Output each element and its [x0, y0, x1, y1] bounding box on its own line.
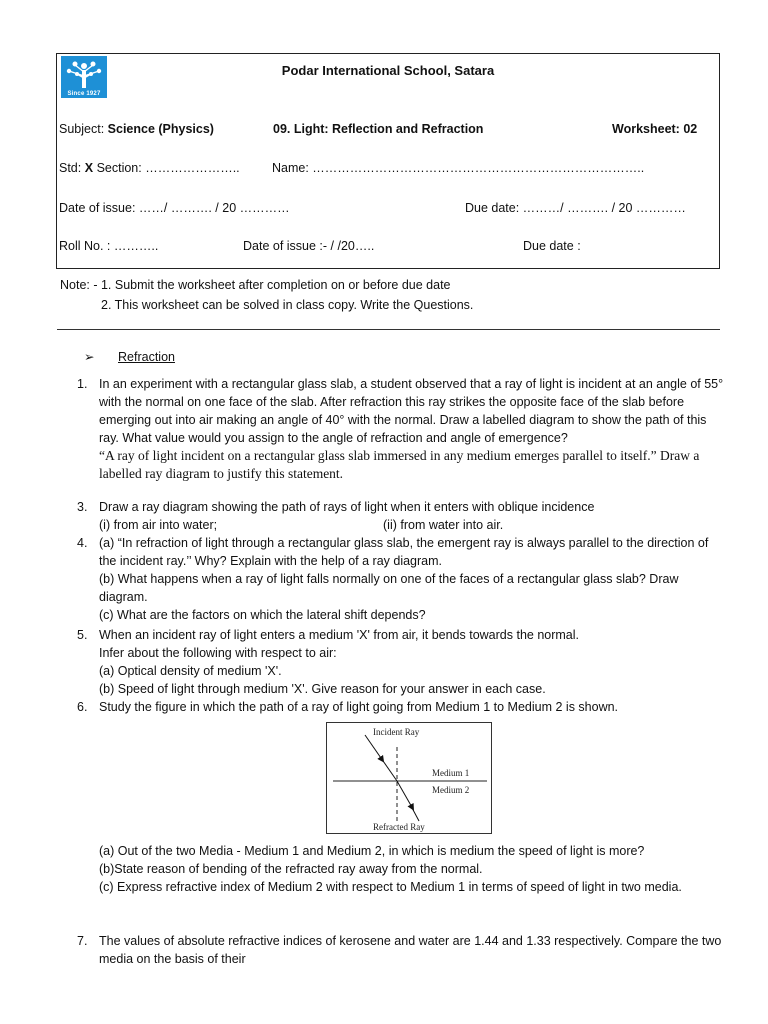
std-value: X: [84, 161, 94, 175]
subject-field: [59, 122, 214, 136]
question-part-b: (b)State reason of bending of the refracted ray away from the normal.: [99, 862, 483, 876]
question-5: [77, 626, 727, 698]
refracted-ray-arrow: [397, 781, 413, 809]
worksheet-number: Worksheet: 02: [612, 122, 698, 136]
subject-value: Science (Physics): [107, 122, 214, 136]
question-part-i: (i) from air into water;: [99, 518, 218, 532]
question-1: [77, 375, 727, 483]
question-part-c: (c) Express refractive index of Medium 2 with respect to Medium 1 in terms of speed of light in two media.: [99, 880, 682, 894]
refraction-figure: [326, 722, 492, 834]
question-infer: Infer about the following with respect to air:: [99, 646, 337, 660]
question-text: When an incident ray of light enters a medium 'X' from air, it bends towards the normal.: [99, 628, 579, 642]
question-quote: “A ray of light incident on a rectangular glass slab immersed in any medium emerges parallel to itself.” Draw a labelled ray diagram to justify this statement.: [99, 448, 700, 481]
question-number: 3.: [77, 500, 88, 514]
question-text: The values of absolute refractive indices of kerosene and water are 1.44 and 1.33 respectively. Compare the two media on the basis of their: [99, 934, 722, 966]
school-name: Podar International School, Satara: [281, 63, 495, 78]
question-text: Study the figure in which the path of a ray of light going from Medium 1 to Medium 2 is shown.: [99, 700, 619, 714]
question-number: 5.: [77, 628, 88, 642]
refracted-ray: [411, 806, 419, 821]
question-number: 6.: [77, 700, 88, 714]
question-3: [77, 498, 727, 534]
refracted-ray-label: Refracted Ray: [373, 822, 425, 832]
section-heading: [84, 349, 175, 364]
question-part-b: (b) Speed of light through medium 'X'. Give reason for your answer in each case.: [99, 682, 546, 696]
question-part-a: (a) Optical density of medium 'X'.: [99, 664, 282, 678]
due-date-field-2: Due date :: [523, 239, 581, 253]
name-field: Name: ……………………………………………………………………..: [272, 161, 645, 175]
chapter-title: 09. Light: Reflection and Refraction: [273, 122, 484, 136]
incident-ray-arrow: [365, 735, 383, 761]
question-6-parts: [77, 842, 727, 896]
question-4: [77, 534, 727, 624]
std-label: Std:: [59, 161, 82, 175]
question-part-a: (a) Out of the two Media - Medium 1 and Medium 2, in which is medium the speed of light is more?: [99, 844, 645, 858]
divider: [57, 329, 720, 330]
date-of-issue-field: Date of issue: ……/ ………. / 20 …………: [59, 201, 290, 215]
question-text: Draw a ray diagram showing the path of rays of light when it enters with oblique incidence: [99, 500, 595, 514]
question-7: [77, 932, 727, 968]
incident-ray-label: Incident Ray: [373, 727, 420, 737]
section-title: Refraction: [118, 350, 175, 364]
std-field: [59, 161, 240, 175]
question-part-ii: (ii) from water into air.: [383, 518, 504, 532]
roll-number-field: Roll No. : ………..: [59, 239, 159, 253]
note-line-1: Note: - 1. Submit the worksheet after completion on or before due date: [60, 278, 451, 292]
question-part-c: (c) What are the factors on which the lateral shift depends?: [99, 608, 426, 622]
question-number: 7.: [77, 934, 88, 948]
question-6: [77, 698, 727, 716]
question-part-a: (a) “In refraction of light through a rectangular glass slab, the emergent ray is always parallel to the direction of the incident ray.’’ Why? Explain with the help of a ray diagram.: [99, 536, 709, 568]
due-date-field: Due date: ………/ ………. / 20 …………: [465, 201, 686, 215]
note-line-2: 2. This worksheet can be solved in class copy. Write the Questions.: [101, 298, 474, 312]
section-field: Section: …………………..: [96, 161, 240, 175]
worksheet-header: [56, 53, 720, 269]
logo-caption: Since 1927: [67, 91, 101, 97]
question-part-b: (b) What happens when a ray of light falls normally on one of the faces of a rectangular glass slab? Draw diagram.: [99, 572, 679, 604]
subject-label: Subject:: [59, 122, 105, 136]
incident-ray: [381, 758, 397, 781]
question-number: 1.: [77, 377, 88, 391]
medium-1-label: Medium 1: [432, 768, 470, 778]
medium-2-label: Medium 2: [432, 785, 470, 795]
date-of-issue-field-2: Date of issue :- / /20…..: [243, 239, 375, 253]
arrow-bullet-icon: ➢: [84, 350, 95, 364]
question-number: 4.: [77, 536, 88, 550]
question-text: In an experiment with a rectangular glass slab, a student observed that a ray of light is incident at an angle of 55° with the normal on one face of the slab. After refraction this ray strikes the opposite face of the slab before emerging out into air making an angle of 40° with the normal. Draw a labelled diagram to show the path of this ray. What value would you assign to the angle of refraction and angle of emergence?: [99, 377, 724, 445]
